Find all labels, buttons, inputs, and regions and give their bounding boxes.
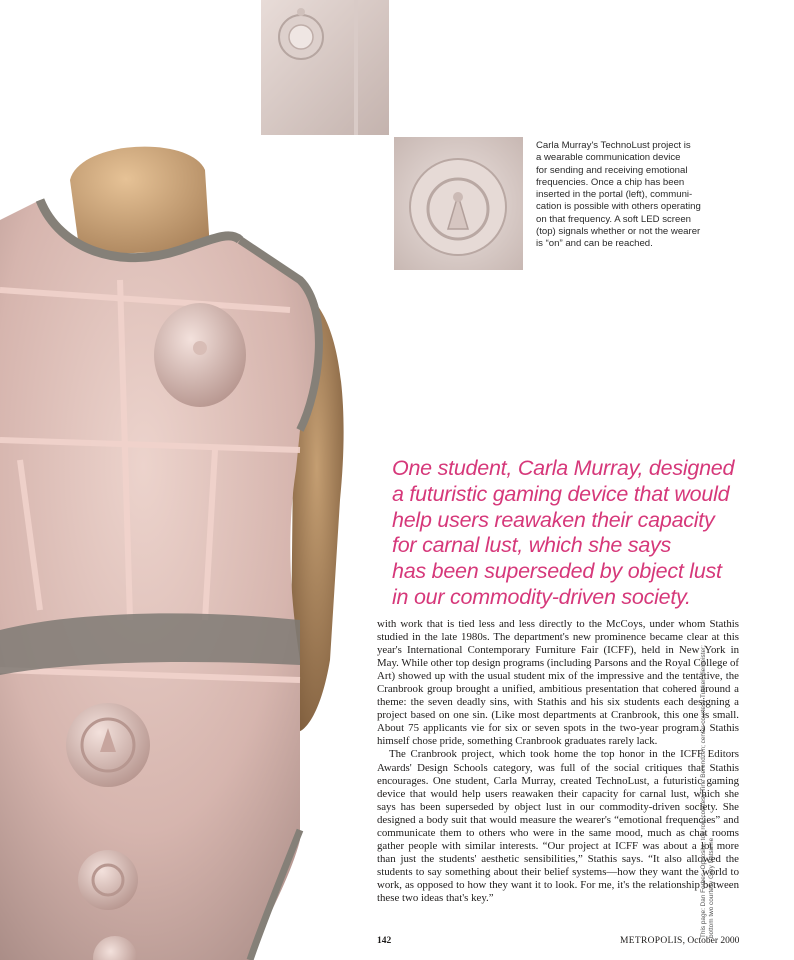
issue-date: October 2000 — [687, 936, 740, 946]
running-footer: METROPOLIS, October 2000 — [620, 936, 740, 946]
led-screen-photo — [261, 0, 389, 135]
photo-caption: Carla Murray's TechnoLust project is a wearable communication device for sending and receiving emotional frequencies. Once a chip has been inserted in the portal (left), communi- cation is possible with others operating on that frequency. A soft LED screen (top) signals whether or not the wearer is “on” and can be reached. — [536, 140, 701, 250]
bodysuit-photo — [0, 140, 350, 960]
chip-portal-photo — [394, 137, 523, 270]
article-body — [377, 618, 739, 905]
body-paragraph: with work that is tied less and less directly to the McCoys, under whom Stathis studied in the late 1980s. The department's new prominence became clear at this year's International Contemporary Furniture Fair (ICFF), held in New York in May. While other top design programs (including Parsons and the Royal College of Art) showed up with the usual student mix of the impressive and the tentative, the Cranbrook group brought a unified, ambitious presentation that cohered around a theme: the seven deadly sins, with Stathis and his six students each designing a project based on one sin. (Like most departments at Cranbrook, this one is small. About 75 applicants vie for six or seven spots in the two-year program.) Stathis himself chose pride, something Cranbrook graduates rarely lack. — [377, 618, 739, 748]
photo-credit: This page: Dan Forbes. Opposite, top row courtesy Tine Berendzen; center courtesy Tucker Viemeister; bottom two courtesy Gary Natsume — [700, 645, 715, 938]
magazine-name: METROPOLIS — [620, 936, 683, 946]
body-paragraph: The Cranbrook project, which took home the top honor in the ICFF Editors Awards' Design Schools category, was full of the social critiques that Stathis encourages. One student, Carla Murray, created TechnoLust, a futuristic gaming device that would help users reawaken their capacity for carnal lust, which she says has been superseded by object lust in our commodity-driven society. She designed a body suit that would measure the wearer's “emotional frequencies” and communicate them to others who were in the same mood, much as chat rooms gather people with similar interests. “Our project at ICFF was about a lot more than just the students' aesthetic sensibilities,” Stathis says. “It also allowed the students to say something about their belief systems—how they want the world to work, as opposed to how they want it to look. For me, it's the relationship between these two ideas that's key.” — [377, 748, 739, 904]
pull-quote: One student, Carla Murray, designed a futuristic gaming device that would help users reawaken their capacity for carnal lust, which she says has been superseded by object lust in our commodity-driven society. — [392, 456, 735, 609]
page-number: 142 — [377, 936, 392, 946]
